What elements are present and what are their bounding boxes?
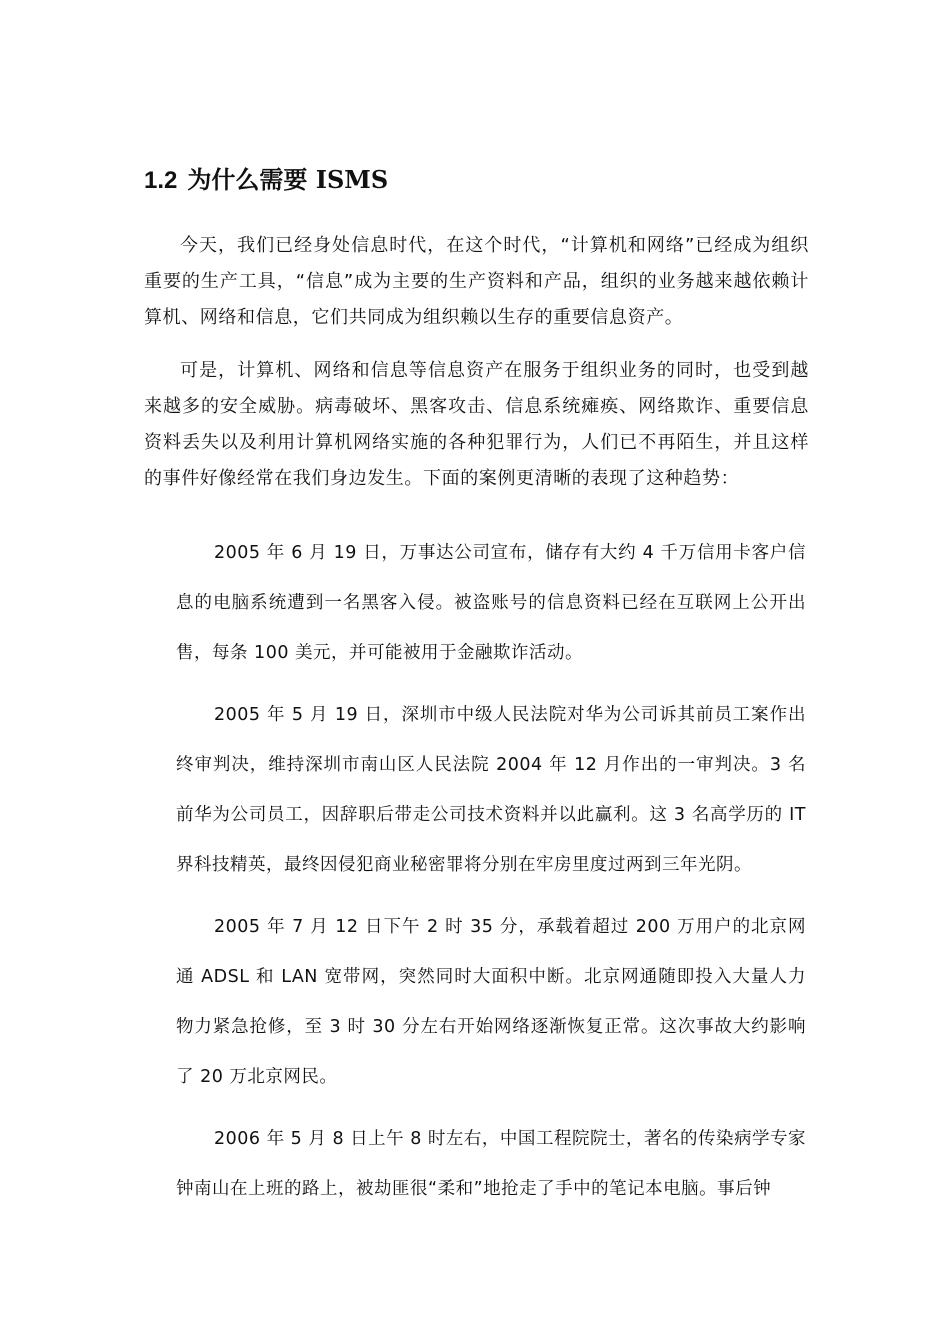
intro-paragraph: 今天，我们已经身处信息时代，在这个时代，“计算机和网络”已经成为组织重要的生产工具，“信息”成为主要的生产资料和产品，组织的业务越来越依赖计算机、网络和信息，它们共同成为组织赖以生存的重要信息资产。 bbox=[144, 235, 809, 328]
section-number: 1.2 bbox=[144, 167, 178, 194]
case-paragraph: 2005 年 7 月 12 日下午 2 时 35 分，承载着超过 200 万用户的北京网通 ADSL 和 LAN 宽带网，突然同时大面积中断。北京网通随即投入大量人力物力紧急抢修，至 3 时 30 分左右开始网络逐渐恢复正常。这次事故大约影响了 20 万北京网民。 bbox=[176, 917, 806, 1087]
case-paragraph: 2005 年 5 月 19 日，深圳市中级人民法院对华为公司诉其前员工案作出终审判决，维持深圳市南山区人民法院 2004 年 12 月作出的一审判决。3 名前华为公司员工，因辞职后带走公司技术资料并以此赢利。这 3 名高学历的 IT 界科技精英，最终因侵犯商业秘密罪将分别在牢房里度过两到三年光阴。 bbox=[176, 705, 806, 875]
case-paragraph: 2006 年 5 月 8 日上午 8 时左右，中国工程院院士，著名的传染病学专家钟南山在上班的路上，被劫匪很“柔和”地抢走了手中的笔记本电脑。事后钟 bbox=[176, 1129, 806, 1199]
section-heading bbox=[144, 160, 388, 201]
section-title: 为什么需要 ISMS bbox=[187, 165, 389, 194]
case-paragraph: 2005 年 6 月 19 日，万事达公司宣布，储存有大约 4 千万信用卡客户信息的电脑系统遭到一名黑客入侵。被盗账号的信息资料已经在互联网上公开出售，每条 100 美元，并可能被用于金融欺诈活动。 bbox=[176, 543, 806, 663]
intro-paragraph: 可是，计算机、网络和信息等信息资产在服务于组织业务的同时，也受到越来越多的安全威胁。病毒破坏、黑客攻击、信息系统瘫痪、网络欺诈、重要信息资料丢失以及利用计算机网络实施的各种犯罪行为，人们已不再陌生，并且这样的事件好像经常在我们身边发生。下面的案例更清晰的表现了这种趋势： bbox=[144, 360, 809, 489]
